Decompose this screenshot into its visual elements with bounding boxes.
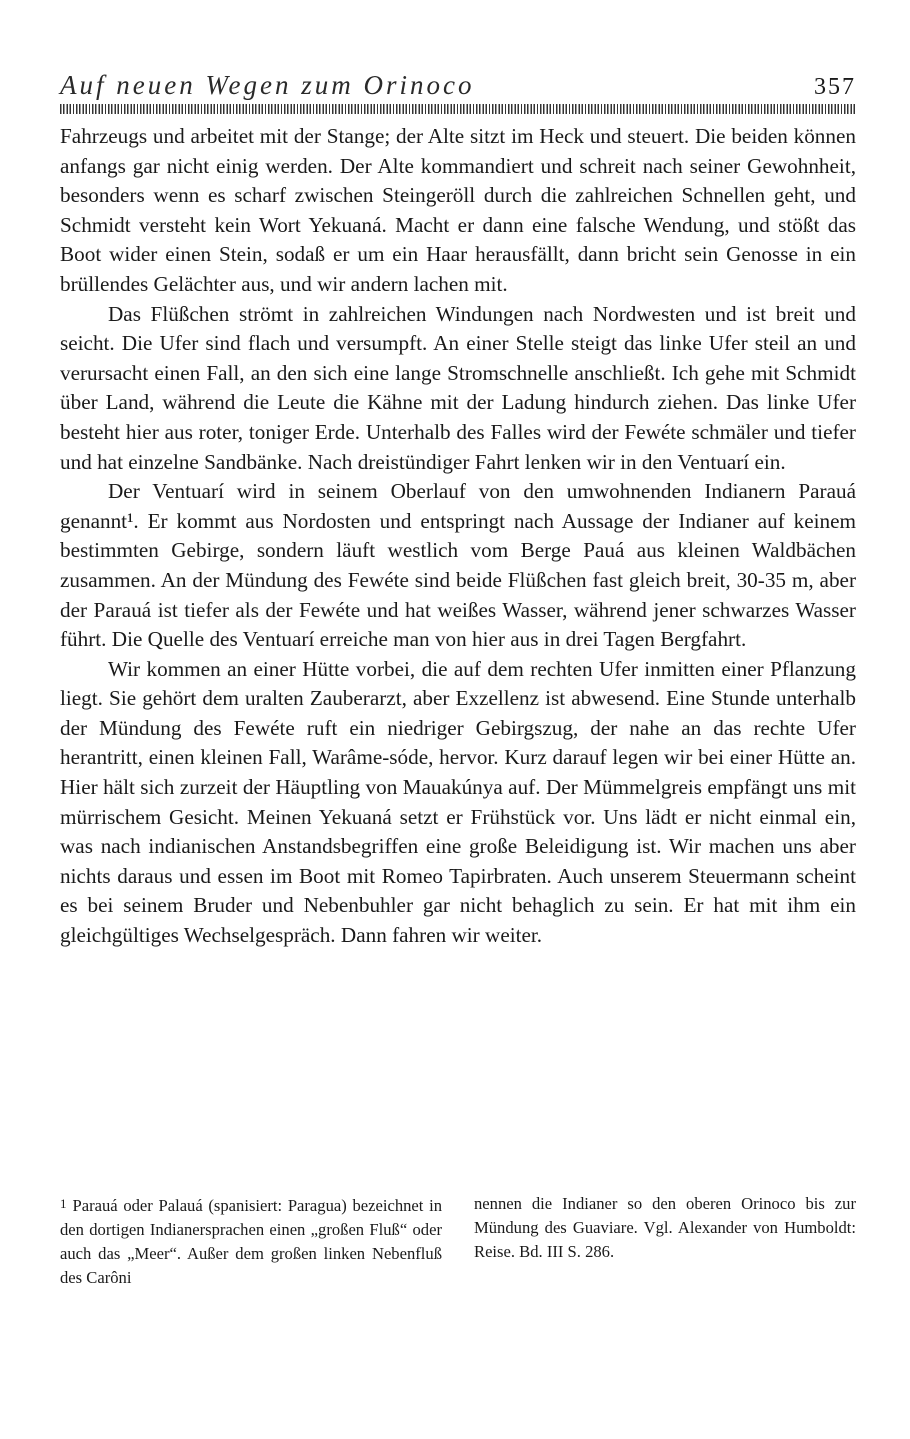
paragraph-2: Das Flüßchen strömt in zahlreichen Windungen nach Nordwesten und ist breit und seicht. Die Ufer sind flach und versumpft. An einer Stelle steigt das linke Ufer steil an und verursacht einen Fall, an den sich eine lange Stromschnelle anschließt. Ich gehe mit Schmidt über Land, während die Leute die Kähne mit der Ladung hindurch ziehen. Das linke Ufer besteht hier aus roter, toniger Erde. Unterhalb des Falles wird der Fewéte schmäler und tiefer und hat einzelne Sandbänke. Nach dreistündiger Fahrt lenken wir in den Ventuarí ein.	[60, 301, 856, 474]
paragraph-1: Fahrzeugs und arbeitet mit der Stange; der Alte sitzt im Heck und steuert. Die beiden können anfangs gar nicht einig werden. Der Alte kommandiert und schreit nach seiner Gewohnheit, besonders wenn es scharf zwischen Steingeröll durch die zahlreichen Schnellen geht, und Schmidt versteht kein Wort Yekuaná. Macht er dann eine falsche Wendung, und stößt das Boot wider einen Stein, sodaß er um ein Haar herausfällt, dann bricht sein Genosse in ein brüllendes Gelächter aus, und wir andern lachen mit.	[60, 124, 856, 296]
footnote-right-column	[474, 1192, 856, 1290]
decorative-rule	[60, 104, 856, 114]
footnotes	[60, 1192, 856, 1290]
footnote-right-text: nennen die Indianer so den oberen Orinoco bis zur Mündung des Guaviare. Vgl. Alexander von Humboldt: Reise. Bd. III S. 286.	[474, 1194, 856, 1261]
footnote-mark: 1	[60, 1196, 67, 1211]
footnote-left-column	[60, 1192, 442, 1290]
page-header	[60, 70, 856, 104]
paragraph-4: Wir kommen an einer Hütte vorbei, die auf dem rechten Ufer inmitten einer Pflanzung liegt. Sie gehört dem uralten Zauberarzt, aber Exzellenz ist abwesend. Eine Stunde unterhalb der Mündung des Fewéte ruft ein niedriger Gebirgszug, der nahe an das rechte Ufer herantritt, einen kleinen Fall, Warâme-sóde, hervor. Kurz darauf legen wir bei einer Hütte an. Hier hält sich zurzeit der Häuptling von Mauakúnya auf. Der Mümmelgreis empfängt uns mit mürrischem Gesicht. Meinen Yekuaná setzt er Frühstück vor. Uns lädt er nicht einmal ein, was nach indianischen Anstandsbegriffen eine große Beleidigung ist. Wir machen uns aber nichts daraus und essen im Boot mit Romeo Tapirbraten. Auch unserem Steuermann scheint es bei seinem Bruder und Nebenbuhler gar nicht behaglich zu sein. Er hat mit ihm ein gleichgültiges Wechselgespräch. Dann fahren wir weiter.	[60, 656, 856, 948]
page-number: 357	[814, 74, 856, 100]
footnote-left-text: Parauá oder Palauá (spanisiert: Paragua) bezeichnet in den dortigen Indianersprachen einen „großen Fluß“ oder auch das „Meer“. Außer dem großen linken Nebenfluß des Carôni	[60, 1196, 442, 1287]
running-title: Auf neuen Wegen zum Orinoco	[60, 70, 475, 100]
page	[60, 70, 856, 951]
body-text	[60, 122, 856, 951]
paragraph-3: Der Ventuarí wird in seinem Oberlauf von den umwohnenden Indianern Parauá genannt¹. Er kommt aus Nordosten und entspringt nach Aussage der Indianer auf keinem bestimmten Gebirge, sondern läuft westlich vom Berge Pauá aus kleinen Waldbächen zusammen. An der Mündung des Fewéte sind beide Flüßchen fast gleich breit, 30-35 m, aber der Parauá ist tiefer als der Fewéte und hat weißes Wasser, während jener schwarzes Wasser führt. Die Quelle des Ventuarí erreiche man von hier aus in drei Tagen Bergfahrt.	[60, 479, 856, 652]
